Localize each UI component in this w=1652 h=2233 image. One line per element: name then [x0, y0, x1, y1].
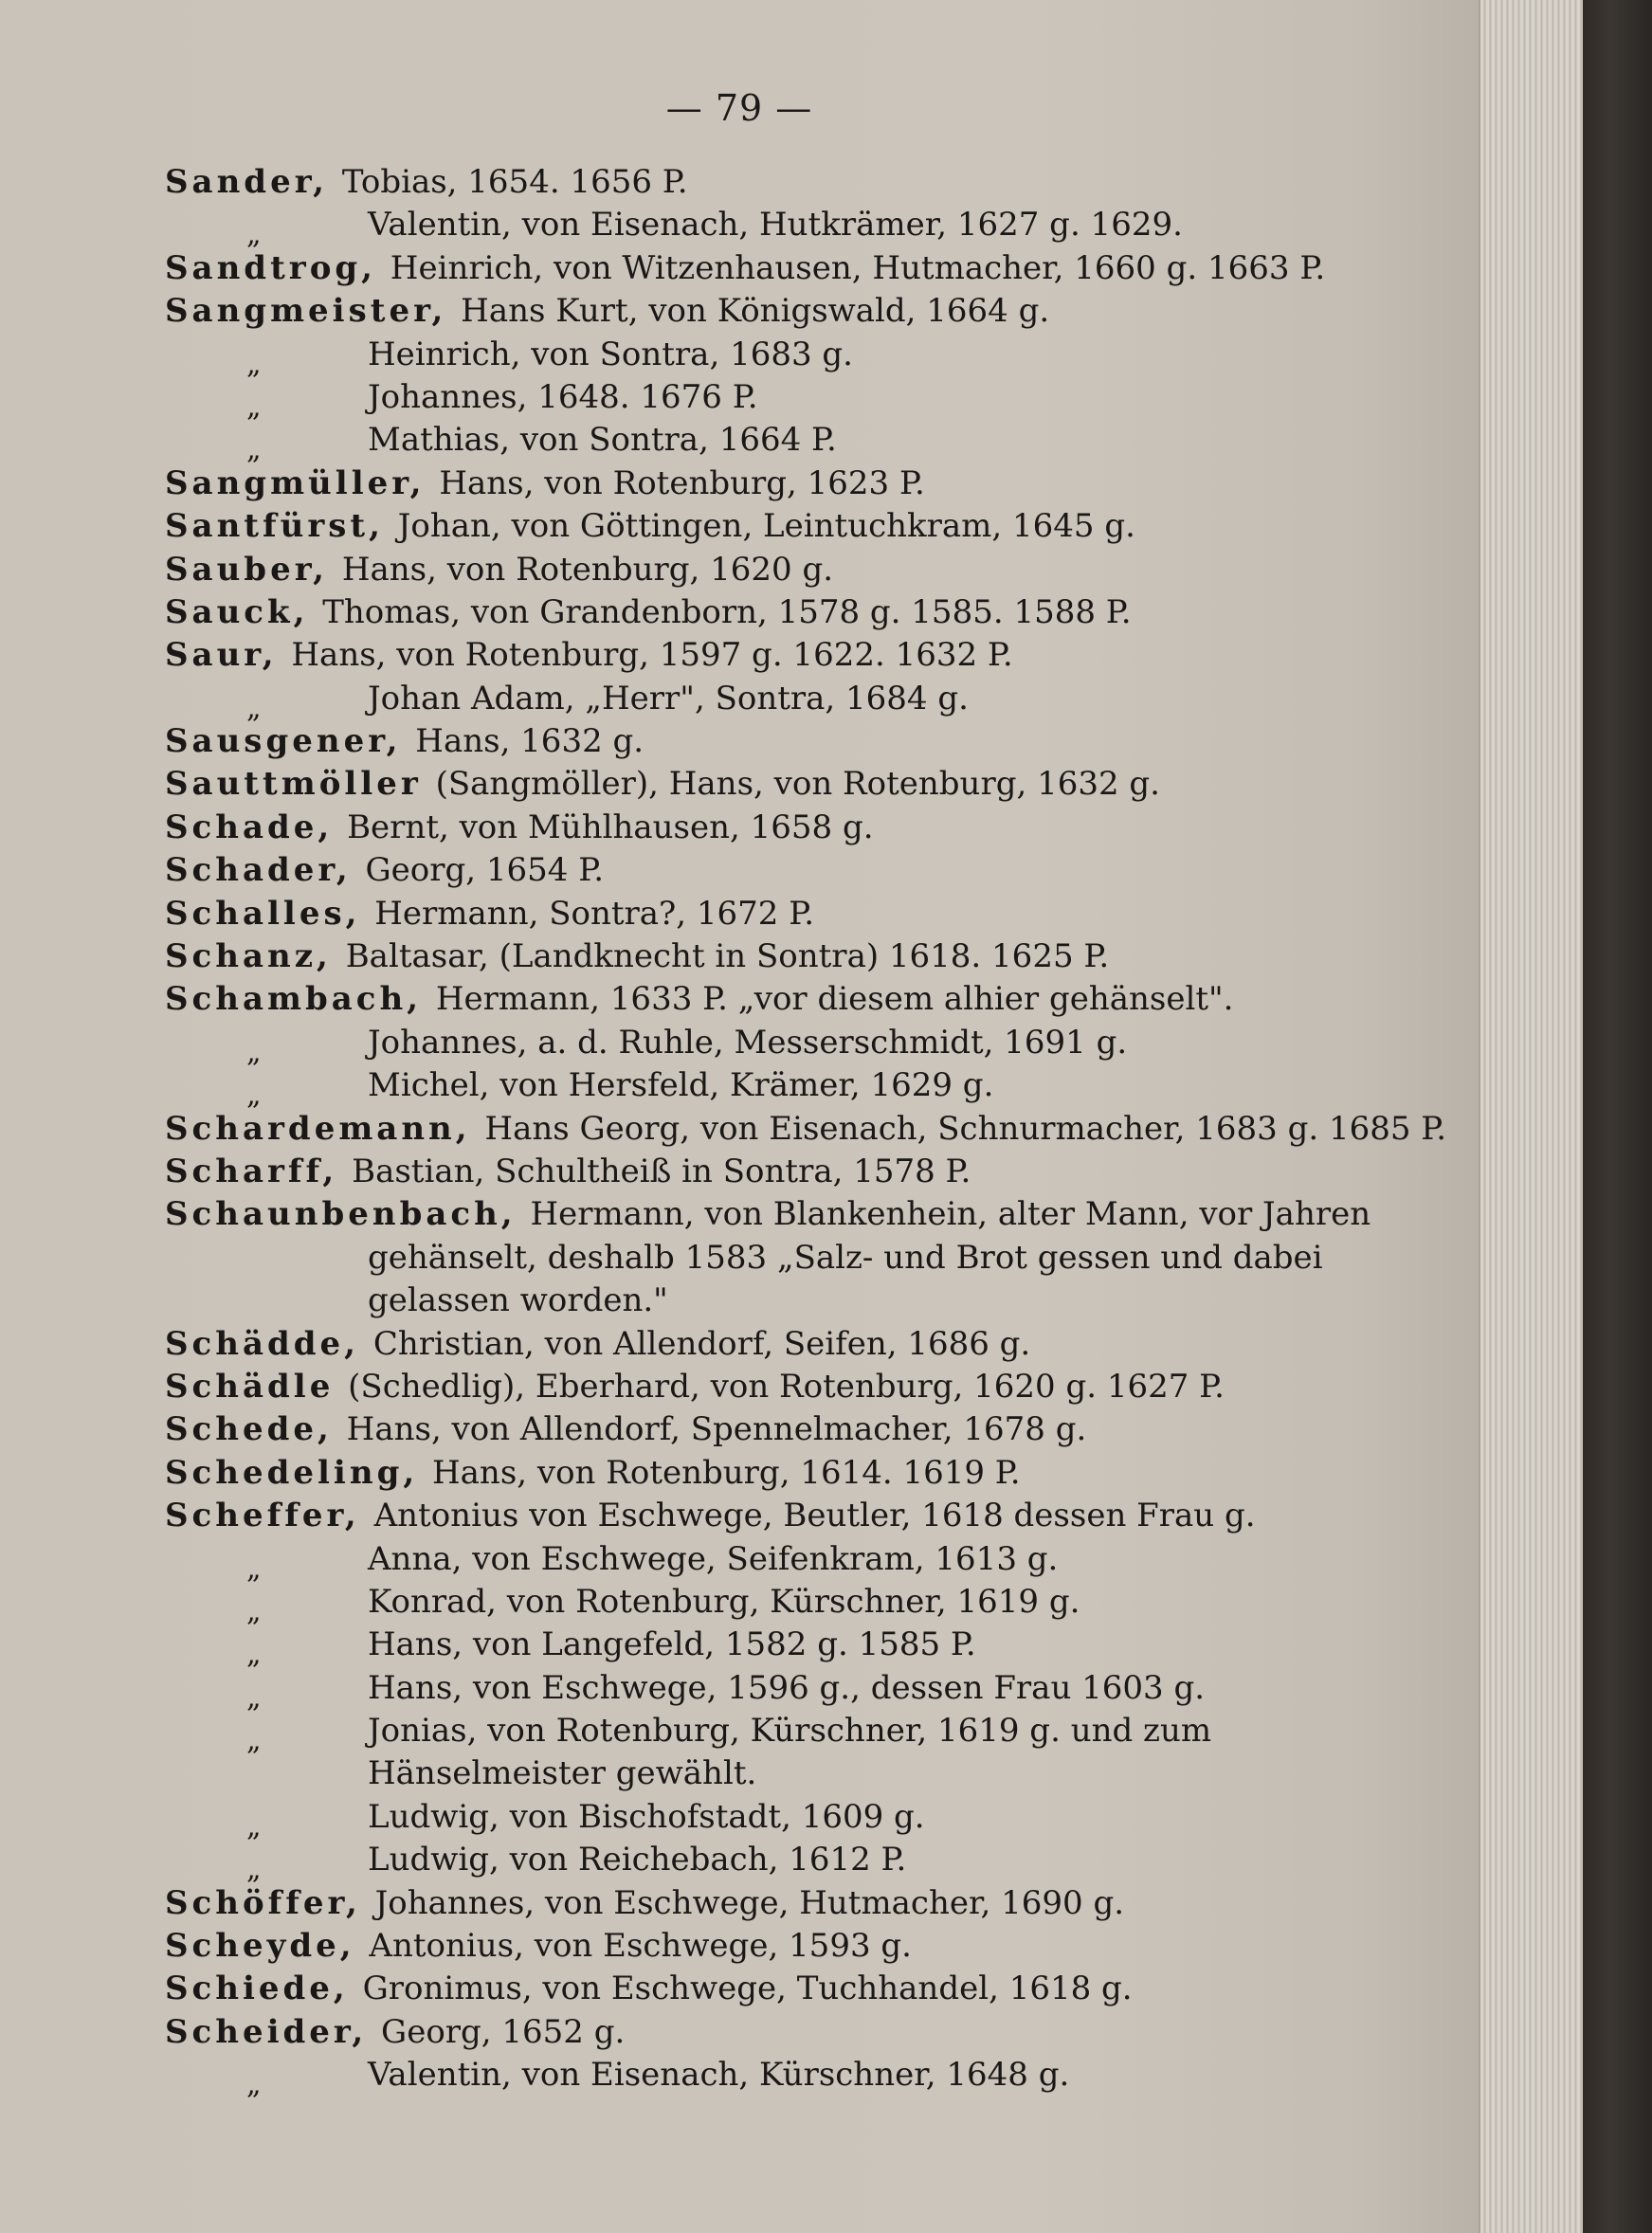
- entry-text: (Schedlig), Eberhard, von Rotenburg, 1620 g. 1627 P.: [348, 1367, 1225, 1406]
- register-entry: [165, 1108, 1447, 1151]
- entry-surname: Schede,: [165, 1410, 333, 1449]
- entry-text: Hänselmeister gewählt.: [368, 1754, 757, 1793]
- register-entry: [165, 1151, 1397, 1193]
- register-entry: [165, 1366, 1397, 1408]
- register-subentry: [165, 1538, 1397, 1586]
- entry-surname: Schaunbenbach,: [165, 1195, 517, 1234]
- register-subentry: [165, 1667, 1397, 1715]
- entry-text: Hans, 1632 g.: [415, 722, 644, 761]
- entry-surname: Schardemann,: [165, 1109, 471, 1148]
- entry-text: Mathias, von Sontra, 1664 P.: [368, 421, 837, 460]
- ditto-mark: „: [246, 1552, 262, 1586]
- register-entry: [165, 161, 1397, 204]
- entry-text: Hans, von Eschwege, 1596 g., dessen Frau 1603 g.: [368, 1668, 1206, 1707]
- register-subentry: [165, 1839, 1397, 1887]
- entry-text: Hermann, von Blankenhein, alter Mann, vor Jahren: [530, 1195, 1371, 1234]
- register-entry: [165, 2011, 1397, 2054]
- entry-surname: Scheider,: [165, 2012, 368, 2051]
- entry-text: Valentin, von Eisenach, Hutkrämer, 1627 g. 1629.: [368, 206, 1183, 245]
- entry-surname: Schanz,: [165, 937, 332, 976]
- register-subentry: [165, 1710, 1397, 1758]
- entry-text: Bernt, von Mühlhausen, 1658 g.: [347, 808, 874, 846]
- entry-surname: Sangmüller,: [165, 463, 426, 502]
- register-entry: [165, 1968, 1397, 2010]
- ditto-mark: „: [246, 390, 262, 424]
- entry-surname: Scheyde,: [165, 1927, 355, 1966]
- entry-text: Valentin, von Eisenach, Kürschner, 1648 g.: [368, 2056, 1070, 2095]
- entry-text: Konrad, von Rotenburg, Kürschner, 1619 g.: [368, 1582, 1080, 1621]
- entry-text: Ludwig, von Reichebach, 1612 P.: [368, 1841, 907, 1879]
- entry-text: Tobias, 1654. 1656 P.: [341, 163, 688, 201]
- register-entry: [165, 763, 1397, 806]
- entry-text: Baltasar, (Landknecht in Sontra) 1618. 1625 P.: [345, 937, 1110, 976]
- entry-surname: Schedeling,: [165, 1453, 419, 1492]
- entry-text: Hans, von Rotenburg, 1620 g.: [341, 550, 834, 589]
- ditto-mark: „: [246, 1809, 262, 1843]
- entry-text: Hermann, 1633 P. „vor diesem alhier gehänselt".: [435, 980, 1234, 1019]
- register-entry: [165, 1882, 1397, 1925]
- register-entry: [165, 591, 1397, 634]
- entry-text: Johannes, von Eschwege, Hutmacher, 1690 g.: [374, 1883, 1125, 1922]
- register-subentry: [165, 204, 1397, 252]
- entry-text: Georg, 1654 P.: [365, 851, 605, 890]
- entry-text: Hermann, Sontra?, 1672 P.: [374, 894, 815, 933]
- register-entry: [165, 978, 1397, 1021]
- register-entry: [165, 549, 1397, 591]
- entry-text: Antonius, von Eschwege, 1593 g.: [369, 1927, 912, 1966]
- register-subentry: [165, 1581, 1397, 1628]
- entry-surname: Schader,: [165, 851, 352, 890]
- entry-text: Hans Kurt, von Königswald, 1664 g.: [461, 292, 1050, 331]
- entry-surname: Sauber,: [165, 550, 328, 589]
- ditto-mark: „: [246, 691, 262, 725]
- register-subentry: [165, 419, 1397, 467]
- register-entry: [165, 720, 1397, 763]
- entry-surname: Sauttmöller: [165, 765, 422, 804]
- register-entry: [165, 935, 1397, 978]
- entry-text: Thomas, von Grandenborn, 1578 g. 1585. 1588 P.: [322, 592, 1132, 631]
- entry-text: Johan, von Göttingen, Leintuchkram, 1645 g.: [397, 507, 1135, 546]
- register-entry: [165, 893, 1397, 935]
- entry-surname: Scheffer,: [165, 1497, 360, 1535]
- entry-surname: Schalles,: [165, 894, 361, 933]
- entry-continuation: [165, 1752, 1397, 1795]
- entry-surname: Schädle: [165, 1367, 335, 1406]
- entry-surname: Saur,: [165, 636, 278, 675]
- entry-text: Johannes, 1648. 1676 P.: [368, 377, 758, 416]
- entry-text: Johan Adam, „Herr", Sontra, 1684 g.: [368, 679, 969, 717]
- ditto-mark: „: [246, 1680, 262, 1715]
- entry-surname: Santfürst,: [165, 507, 384, 546]
- register-entries: [165, 161, 1447, 2102]
- register-entry: [165, 849, 1397, 892]
- entry-text: Hans, von Langefeld, 1582 g. 1585 P.: [368, 1625, 976, 1664]
- entry-text: gelassen worden.": [368, 1281, 668, 1320]
- ditto-mark: „: [246, 2068, 262, 2102]
- entry-surname: Schöffer,: [165, 1883, 361, 1922]
- ditto-mark: „: [246, 433, 262, 467]
- entry-text: Michel, von Hersfeld, Krämer, 1629 g.: [368, 1066, 994, 1105]
- register-entry: [165, 1925, 1397, 1968]
- entry-text: Heinrich, von Sontra, 1683 g.: [368, 335, 853, 373]
- entry-text: Hans, von Allendorf, Spennelmacher, 1678 g.: [346, 1410, 1087, 1449]
- entry-text: (Sangmöller), Hans, von Rotenburg, 1632 g.: [435, 765, 1160, 804]
- entry-text: Hans, von Rotenburg, 1597 g. 1622. 1632 P.: [291, 636, 1013, 675]
- register-subentry: [165, 678, 1397, 725]
- entry-text: Jonias, von Rotenburg, Kürschner, 1619 g. und zum: [368, 1712, 1212, 1751]
- entry-text: Hans Georg, von Eisenach, Schnurmacher, 1683 g. 1685 P.: [484, 1109, 1447, 1148]
- entry-text: Anna, von Eschwege, Seifenkram, 1613 g.: [368, 1539, 1059, 1578]
- entry-continuation: [165, 1237, 1397, 1280]
- book-cover-edge: [1583, 0, 1652, 2233]
- entry-text: Ludwig, von Bischofstadt, 1609 g.: [368, 1797, 925, 1836]
- entry-surname: Schade,: [165, 808, 334, 846]
- register-entry: [165, 634, 1397, 677]
- register-entry: [165, 247, 1397, 290]
- register-subentry: [165, 1064, 1397, 1113]
- register-subentry: [165, 1624, 1397, 1672]
- entry-text: Antonius von Eschwege, Beutler, 1618 dessen Frau g.: [373, 1497, 1256, 1535]
- register-entry: [165, 807, 1397, 849]
- entry-surname: Scharff,: [165, 1152, 338, 1190]
- register-subentry: [165, 1022, 1397, 1069]
- ditto-mark: „: [246, 1724, 262, 1758]
- ditto-mark: „: [246, 1035, 262, 1069]
- register-entry: [165, 1495, 1397, 1537]
- entry-text: Hans, von Rotenburg, 1614. 1619 P.: [432, 1453, 1021, 1492]
- entry-surname: Sauck,: [165, 592, 309, 631]
- register-entry: [165, 1408, 1397, 1451]
- entry-text: Bastian, Schultheiß in Sontra, 1578 P.: [352, 1152, 971, 1190]
- page-block-edges: [1479, 0, 1585, 2233]
- register-subentry: [165, 1796, 1397, 1843]
- entry-surname: Sander,: [165, 163, 328, 201]
- entry-text: Hans, von Rotenburg, 1623 P.: [439, 463, 925, 502]
- entry-text: Johannes, a. d. Ruhle, Messerschmidt, 1691 g.: [368, 1023, 1128, 1062]
- entry-text: Georg, 1652 g.: [381, 2012, 626, 2051]
- page-number: — 79 —: [665, 87, 813, 129]
- entry-surname: Sangmeister,: [165, 292, 447, 331]
- entry-surname: Sandtrog,: [165, 248, 376, 287]
- register-entry: [165, 1323, 1397, 1366]
- register-subentry: [165, 2054, 1397, 2102]
- entry-surname: Schambach,: [165, 980, 423, 1019]
- register-entry: [165, 505, 1397, 548]
- register-entry: [165, 290, 1397, 333]
- ditto-mark: „: [246, 1638, 262, 1672]
- register-entry: [165, 1452, 1397, 1495]
- entry-text: Heinrich, von Witzenhausen, Hutmacher, 1660 g. 1663 P.: [390, 248, 1326, 287]
- ditto-mark: „: [246, 1079, 262, 1113]
- ditto-mark: „: [246, 218, 262, 252]
- register-subentry: [165, 376, 1397, 424]
- ditto-mark: „: [246, 1853, 262, 1887]
- register-entry: [165, 463, 1397, 505]
- ditto-mark: „: [246, 347, 262, 381]
- ditto-mark: „: [246, 1594, 262, 1628]
- register-entry: [165, 1193, 1397, 1236]
- entry-surname: Schiede,: [165, 1970, 349, 2008]
- entry-continuation: [165, 1280, 1397, 1322]
- entry-surname: Schädde,: [165, 1324, 360, 1363]
- entry-text: Gronimus, von Eschwege, Tuchhandel, 1618 g.: [362, 1970, 1133, 2008]
- register-subentry: [165, 334, 1397, 381]
- entry-surname: Sausgener,: [165, 722, 402, 761]
- entry-text: gehänselt, deshalb 1583 „Salz- und Brot gessen und dabei: [368, 1238, 1323, 1277]
- entry-text: Christian, von Allendorf, Seifen, 1686 g.: [372, 1324, 1031, 1363]
